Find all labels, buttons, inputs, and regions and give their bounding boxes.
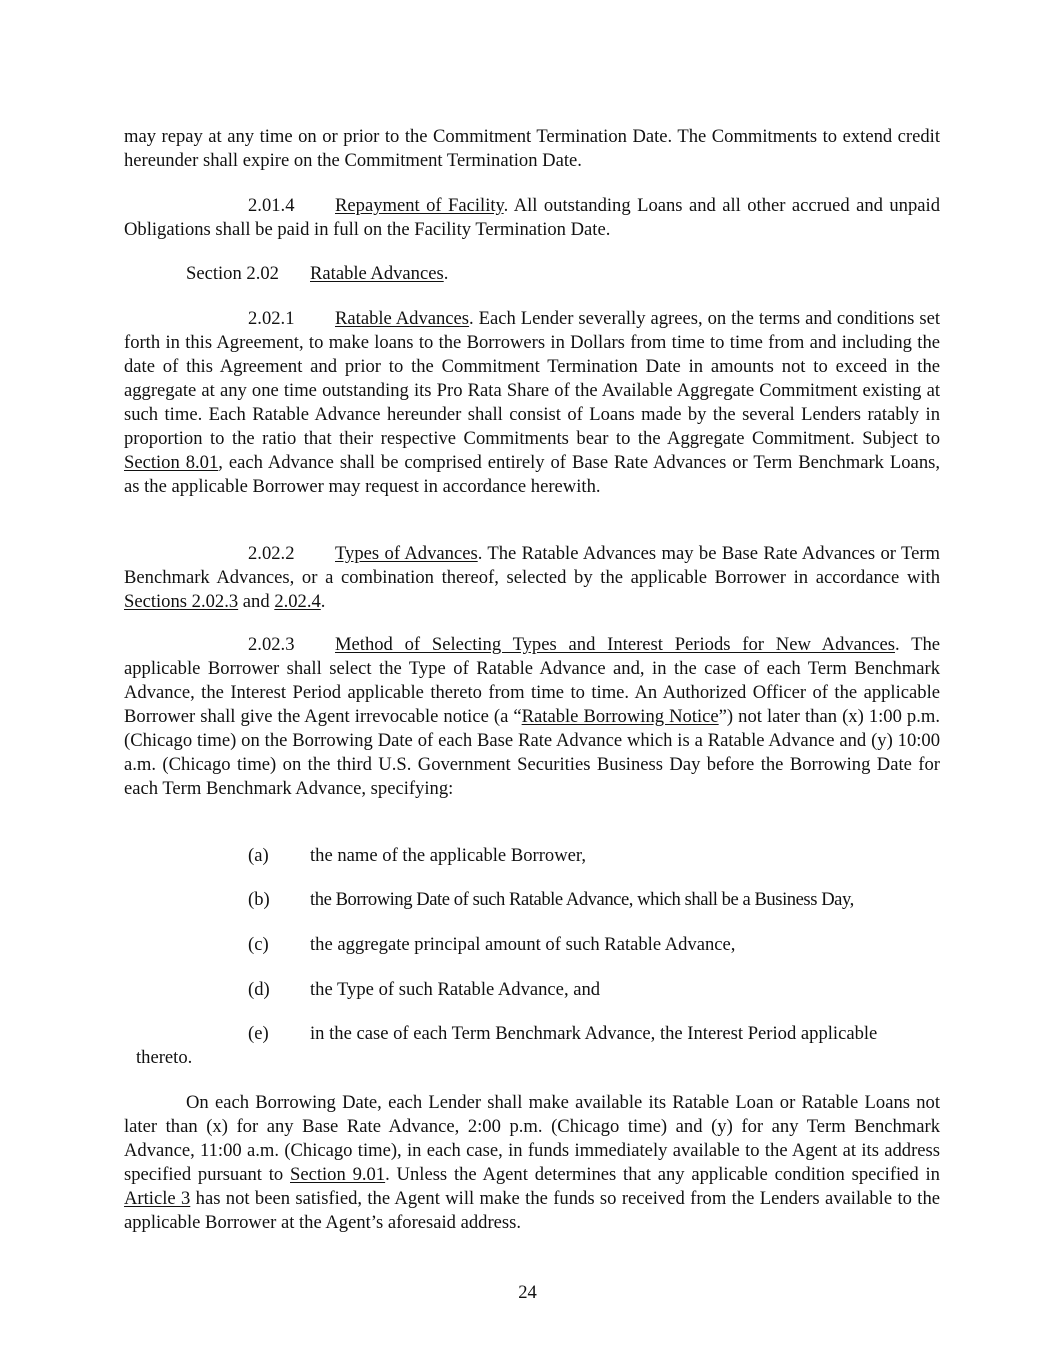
paragraph-2-01-4: 2.01.4 Repayment of Facility. All outstanding Loans and all other accrued and unpaid Obligations shall be paid in full on the Facility Termination Date.: [124, 195, 940, 240]
paragraph-2-02-1: 2.02.1 Ratable Advances. Each Lender severally agrees, on the terms and conditions set forth in this Agreement, to make loans to the Borrowers in Dollars from time to time from and including the date of this Agreement and prior to the Commitment Termination Date in amounts not to exceed in the aggregate at any one time outstanding its Pro Rata Share of the Available Aggregate Commitment existing at such time. Each Ratable Advance hereunder shall consist of Loans made by the several Lenders ratably in proportion to the ratio that their respective Commitments bear to the Aggregate Commitment. Subject to Section 8.01, each Advance shall be comprised entirely of Base Rate Advances or Term Benchmark Loans, as the applicable Borrower may request in accordance herewith.: [124, 308, 940, 497]
list-item-label: (e): [248, 1023, 269, 1044]
page-number: 24: [518, 1282, 537, 1303]
paragraph-commitment-termination: may repay at any time on or prior to the Commitment Termination Date. The Commitments to extend credit hereunder shall expire on the Commitment Termination Date.: [124, 126, 940, 171]
section-number: 2.02.3: [248, 634, 295, 655]
section-number: 2.02.2: [248, 543, 295, 564]
paragraph-2-02-3: 2.02.3 Method of Selecting Types and Interest Periods for New Advances. The applicable Borrower shall select the Type of Ratable Advance and, in the case of each Term Benchmark Advance, the Interest Period applicable thereto from time to time. An Authorized Officer of the applicable Borrower shall give the Agent irrevocable notice (a “Ratable Borrowing Notice”) not later than (x) 1:00 p.m. (Chicago time) on the Borrowing Date of each Base Rate Advance which is a Ratable Advance and (y) 10:00 a.m. (Chicago time) on the third U.S. Government Securities Business Day before the Borrowing Date for each Term Benchmark Advance, specifying:: [124, 634, 941, 799]
section-number: Section 2.02: [186, 263, 279, 284]
cross-reference: 2.02.4: [274, 591, 321, 612]
section-heading: Repayment of Facility: [335, 195, 504, 216]
cross-reference: Section 9.01: [290, 1164, 386, 1185]
list-item-text: the Type of such Ratable Advance, and: [310, 979, 601, 1000]
list-item-text: the aggregate principal amount of such Ratable Advance,: [310, 934, 736, 955]
list-item-label: (a): [248, 845, 269, 866]
section-heading: Method of Selecting Types and Interest Periods for New Advances: [335, 634, 895, 655]
section-heading: Ratable Advances: [335, 308, 470, 329]
list-item-text: the name of the applicable Borrower,: [310, 845, 586, 866]
list-item-continuation: thereto.: [136, 1047, 193, 1068]
cross-reference: Sections 2.02.3: [124, 591, 239, 612]
list-item-text: in the case of each Term Benchmark Advance, the Interest Period applicable: [310, 1023, 878, 1044]
cross-reference: Section 8.01: [124, 452, 219, 473]
paragraph-borrowing-date: On each Borrowing Date, each Lender shall make available its Ratable Loan or Ratable Loans not later than (x) for any Base Rate Advance, 2:00 p.m. (Chicago time) and (y) for any Term Benchmark Advance, 11:00 a.m. (Chicago time), in each case, in funds immediately available to the Agent at its address specified pursuant to Section 9.01. Unless the Agent determines that any applicable condition specified in Article 3 has not been satisfied, the Agent will make the funds so received from the Lenders available to the applicable Borrower at the Agent’s aforesaid address.: [124, 1092, 940, 1233]
list-item-label: (d): [248, 979, 270, 1000]
list-item-label: (c): [248, 934, 269, 955]
list-item-text: the Borrowing Date of such Ratable Advance, which shall be a Business Day,: [310, 889, 854, 910]
paragraph-2-02-2: 2.02.2 Types of Advances. The Ratable Advances may be Base Rate Advances or Term Benchmark Advances, or a combination thereof, selected by the applicable Borrower in accordance with Sections 2.02.3 and 2.02.4.: [124, 543, 940, 612]
cross-reference: Article 3: [124, 1188, 191, 1209]
defined-term: Ratable Borrowing Notice: [521, 706, 719, 727]
section-2-02-heading: Section 2.02 Ratable Advances.: [186, 263, 449, 284]
section-heading: Types of Advances: [335, 543, 478, 564]
section-number: 2.02.1: [248, 308, 295, 329]
list-item-label: (b): [248, 889, 270, 910]
section-number: 2.01.4: [248, 195, 295, 216]
section-title: Ratable Advances: [310, 263, 444, 284]
